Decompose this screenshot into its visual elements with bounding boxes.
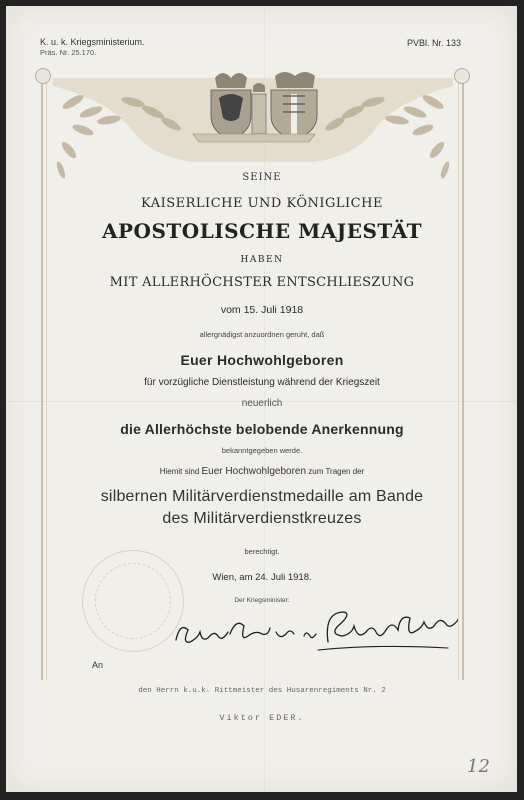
text-addressee: Euer Hochwohlgeboren — [180, 352, 344, 368]
text-medal-line-1: silbernen Militärverdienstmedaille am Bande — [100, 488, 424, 505]
hiemit-prefix: Hiemit sind — [159, 467, 200, 476]
text-medal-line-2: des Militärverdienstkreuzes — [162, 510, 362, 527]
text-neuerlich: neuerlich — [241, 398, 283, 409]
pencil-note: 12 — [467, 756, 490, 777]
text-reason: für vorzügliche Dienstleistung während der Kriegszeit — [144, 377, 380, 388]
title-seine: SEINE — [242, 172, 282, 183]
title-majestaet: APOSTOLISCHE MAJESTÄT — [101, 219, 422, 243]
rosette-right-icon — [454, 68, 470, 84]
text-decision-date: vom 15. Juli 1918 — [220, 304, 304, 316]
text-an: An — [92, 660, 104, 670]
text-bekanntgegeben: bekanntgegeben werde. — [221, 446, 303, 455]
title-kaiserliche: KAISERLICHE UND KÖNIGLICHE — [141, 196, 383, 211]
rosette-left-icon — [35, 68, 51, 84]
text-hiemit — [0, 466, 524, 477]
praes-number: Präs. Nr. 25.170. — [40, 48, 97, 57]
text-place-date: Wien, am 24. Juli 1918. — [212, 572, 312, 583]
text-award-recognition: die Allerhöchste belobende Anerkennung — [120, 421, 404, 437]
hiemit-addressee: Euer Hochwohlgeboren — [201, 466, 307, 477]
text-berechtigt: berechtigt. — [244, 547, 280, 556]
text-haben: HABEN — [240, 255, 284, 265]
text-recipient-line: den Herrn k.u.k. Rittmeister des Husarenregiments Nr. 2 — [138, 687, 386, 695]
pvbl-number: PVBl. Nr. 133 — [407, 38, 462, 48]
text-recipient-name: Viktor EDER. — [219, 713, 305, 723]
text-entschliessung: MIT ALLERHÖCHSTER ENTSCHLIESZUNG — [109, 275, 415, 290]
hiemit-suffix: zum Tragen der — [308, 467, 365, 476]
ministry-header: K. u. k. Kriegsministerium. — [40, 37, 145, 47]
text-allergnaedigst: allergnädigst anzuordnen geruht, daß — [199, 330, 325, 339]
text-signer-title: Der Kriegsminister: — [234, 597, 290, 604]
handwritten-signature — [168, 604, 458, 664]
